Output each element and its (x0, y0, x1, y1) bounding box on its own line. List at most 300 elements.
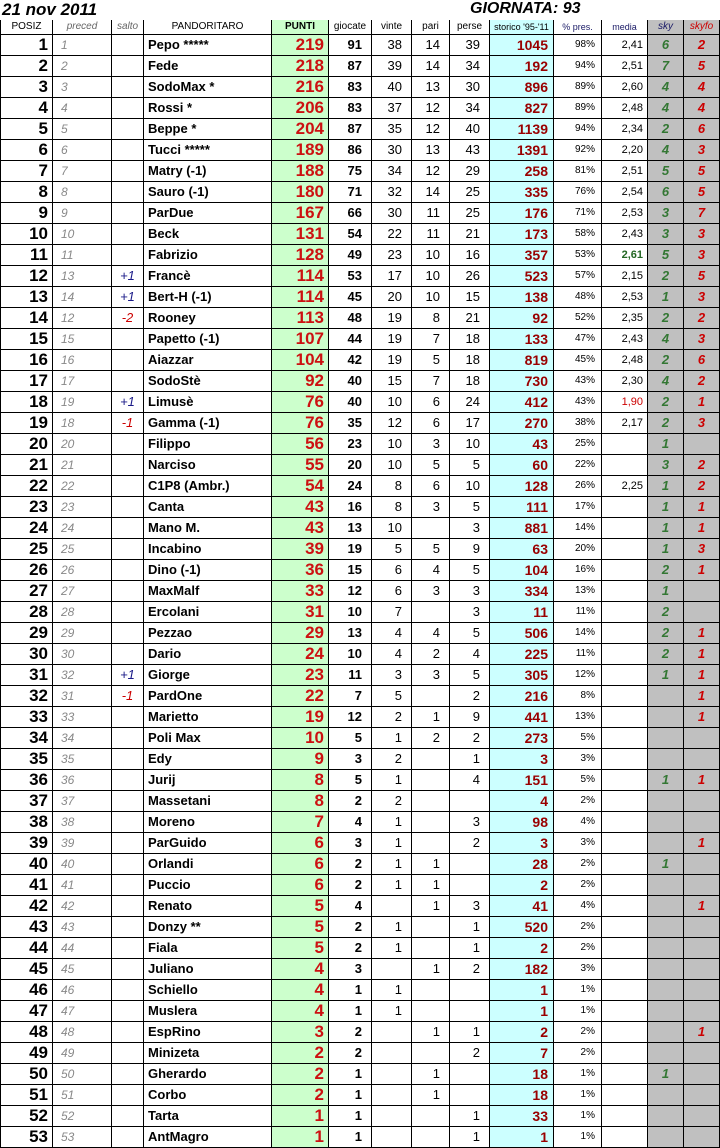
losses-cell: 5 (450, 622, 490, 643)
position-cell: 45 (1, 958, 53, 979)
games-played-cell: 45 (329, 286, 372, 307)
presence-cell: 11% (554, 643, 602, 664)
historical-cell: 827 (490, 97, 554, 118)
average-cell: 2,53 (602, 286, 648, 307)
sky-cell (648, 979, 684, 1000)
historical-cell: 506 (490, 622, 554, 643)
jump-cell (112, 118, 144, 139)
table-row (1, 643, 720, 664)
standings-table (0, 20, 720, 1148)
historical-cell: 128 (490, 475, 554, 496)
historical-cell: 28 (490, 853, 554, 874)
sky-cell (648, 748, 684, 769)
previous-position-cell: 50 (53, 1063, 112, 1084)
sky-cell (648, 916, 684, 937)
points-cell: 19 (272, 706, 329, 727)
historical-cell: 11 (490, 601, 554, 622)
table-row (1, 55, 720, 76)
table-row (1, 97, 720, 118)
previous-position-cell: 10 (53, 223, 112, 244)
table-row (1, 769, 720, 790)
player-name-cell: Dino (-1) (144, 559, 272, 580)
position-cell: 48 (1, 1021, 53, 1042)
wins-cell: 3 (372, 664, 412, 685)
games-played-cell: 42 (329, 349, 372, 370)
average-cell: 2,61 (602, 244, 648, 265)
sky-cell: 3 (648, 202, 684, 223)
draws-cell: 1 (412, 853, 450, 874)
presence-cell: 38% (554, 412, 602, 433)
draws-cell: 10 (412, 265, 450, 286)
previous-position-cell: 39 (53, 832, 112, 853)
jump-cell (112, 727, 144, 748)
jump-cell (112, 811, 144, 832)
draws-cell: 8 (412, 307, 450, 328)
wins-cell: 8 (372, 475, 412, 496)
points-cell: 10 (272, 727, 329, 748)
previous-position-cell: 29 (53, 622, 112, 643)
historical-cell: 151 (490, 769, 554, 790)
player-name-cell: Marietto (144, 706, 272, 727)
historical-cell: 819 (490, 349, 554, 370)
points-cell: 4 (272, 979, 329, 1000)
jump-cell (112, 34, 144, 55)
skyfo-cell: 5 (684, 55, 720, 76)
historical-cell: 523 (490, 265, 554, 286)
games-played-cell: 2 (329, 916, 372, 937)
jump-cell (112, 454, 144, 475)
table-row (1, 1000, 720, 1021)
skyfo-cell (684, 1000, 720, 1021)
average-cell: 2,25 (602, 475, 648, 496)
sky-cell (648, 958, 684, 979)
position-cell: 52 (1, 1105, 53, 1126)
sky-cell: 4 (648, 328, 684, 349)
average-cell (602, 643, 648, 664)
losses-cell: 29 (450, 160, 490, 181)
historical-cell: 1 (490, 1126, 554, 1147)
wins-cell: 22 (372, 223, 412, 244)
col-perse: perse (450, 20, 490, 34)
skyfo-cell (684, 1084, 720, 1105)
position-cell: 14 (1, 307, 53, 328)
previous-position-cell: 45 (53, 958, 112, 979)
points-cell: 24 (272, 643, 329, 664)
presence-cell: 17% (554, 496, 602, 517)
draws-cell: 14 (412, 55, 450, 76)
previous-position-cell: 37 (53, 790, 112, 811)
average-cell: 2,15 (602, 265, 648, 286)
historical-cell: 881 (490, 517, 554, 538)
draws-cell: 6 (412, 391, 450, 412)
skyfo-cell (684, 580, 720, 601)
draws-cell (412, 790, 450, 811)
losses-cell: 3 (450, 601, 490, 622)
points-cell: 4 (272, 1000, 329, 1021)
sky-cell: 2 (648, 622, 684, 643)
skyfo-cell: 2 (684, 475, 720, 496)
player-name-cell: Tarta (144, 1105, 272, 1126)
average-cell (602, 937, 648, 958)
average-cell: 2,41 (602, 34, 648, 55)
presence-cell: 1% (554, 979, 602, 1000)
draws-cell: 11 (412, 202, 450, 223)
player-name-cell: MaxMalf (144, 580, 272, 601)
presence-cell: 89% (554, 76, 602, 97)
previous-position-cell: 1 (53, 34, 112, 55)
col-giocate: giocate (329, 20, 372, 34)
wins-cell: 2 (372, 748, 412, 769)
points-cell: 8 (272, 790, 329, 811)
skyfo-cell: 1 (684, 496, 720, 517)
points-cell: 114 (272, 286, 329, 307)
presence-cell: 11% (554, 601, 602, 622)
losses-cell: 15 (450, 286, 490, 307)
table-row (1, 202, 720, 223)
historical-cell: 1391 (490, 139, 554, 160)
jump-cell (112, 55, 144, 76)
games-played-cell: 11 (329, 664, 372, 685)
position-cell: 53 (1, 1126, 53, 1147)
col-preced: preced (53, 20, 112, 34)
skyfo-cell: 1 (684, 685, 720, 706)
draws-cell: 14 (412, 181, 450, 202)
draws-cell: 4 (412, 622, 450, 643)
table-row (1, 412, 720, 433)
table-row (1, 475, 720, 496)
player-name-cell: Minizeta (144, 1042, 272, 1063)
skyfo-cell: 3 (684, 412, 720, 433)
table-row (1, 1105, 720, 1126)
draws-cell: 1 (412, 874, 450, 895)
wins-cell (372, 1042, 412, 1063)
wins-cell: 19 (372, 328, 412, 349)
player-name-cell: Aiazzar (144, 349, 272, 370)
draws-cell: 7 (412, 328, 450, 349)
sky-cell: 2 (648, 391, 684, 412)
previous-position-cell: 18 (53, 412, 112, 433)
player-name-cell: Papetto (-1) (144, 328, 272, 349)
games-played-cell: 3 (329, 958, 372, 979)
table-row (1, 601, 720, 622)
wins-cell: 35 (372, 118, 412, 139)
draws-cell: 1 (412, 1021, 450, 1042)
points-cell: 188 (272, 160, 329, 181)
losses-cell: 9 (450, 706, 490, 727)
col-skyfo: skyfo (684, 20, 720, 34)
skyfo-cell (684, 727, 720, 748)
draws-cell: 1 (412, 706, 450, 727)
average-cell (602, 811, 648, 832)
draws-cell: 1 (412, 958, 450, 979)
presence-cell: 48% (554, 286, 602, 307)
sky-cell: 6 (648, 34, 684, 55)
draws-cell: 6 (412, 412, 450, 433)
player-name-cell: Juliano (144, 958, 272, 979)
skyfo-cell: 1 (684, 517, 720, 538)
sky-cell: 7 (648, 55, 684, 76)
points-cell: 76 (272, 412, 329, 433)
points-cell: 92 (272, 370, 329, 391)
games-played-cell: 2 (329, 874, 372, 895)
jump-cell (112, 1126, 144, 1147)
skyfo-cell (684, 790, 720, 811)
position-cell: 25 (1, 538, 53, 559)
sky-cell (648, 727, 684, 748)
wins-cell: 4 (372, 622, 412, 643)
presence-cell: 2% (554, 790, 602, 811)
position-cell: 28 (1, 601, 53, 622)
previous-position-cell: 46 (53, 979, 112, 1000)
draws-cell (412, 1126, 450, 1147)
presence-cell: 8% (554, 685, 602, 706)
draws-cell: 12 (412, 118, 450, 139)
games-played-cell: 48 (329, 307, 372, 328)
jump-cell (112, 937, 144, 958)
position-cell: 11 (1, 244, 53, 265)
historical-cell: 896 (490, 76, 554, 97)
wins-cell: 1 (372, 811, 412, 832)
wins-cell: 6 (372, 559, 412, 580)
average-cell (602, 685, 648, 706)
sky-cell (648, 895, 684, 916)
jump-cell (112, 769, 144, 790)
wins-cell: 6 (372, 580, 412, 601)
skyfo-cell: 2 (684, 370, 720, 391)
previous-position-cell: 36 (53, 769, 112, 790)
position-cell: 39 (1, 832, 53, 853)
jump-cell (112, 244, 144, 265)
losses-cell: 1 (450, 1105, 490, 1126)
sky-cell (648, 1084, 684, 1105)
skyfo-cell (684, 916, 720, 937)
skyfo-cell: 3 (684, 139, 720, 160)
skyfo-cell: 1 (684, 559, 720, 580)
jump-cell (112, 223, 144, 244)
player-name-cell: Rooney (144, 307, 272, 328)
points-cell: 1 (272, 1105, 329, 1126)
jump-cell (112, 643, 144, 664)
previous-position-cell: 43 (53, 916, 112, 937)
average-cell (602, 1000, 648, 1021)
games-played-cell: 1 (329, 979, 372, 1000)
presence-cell: 22% (554, 454, 602, 475)
average-cell (602, 706, 648, 727)
games-played-cell: 24 (329, 475, 372, 496)
previous-position-cell: 11 (53, 244, 112, 265)
sky-cell (648, 811, 684, 832)
sky-cell: 2 (648, 412, 684, 433)
previous-position-cell: 8 (53, 181, 112, 202)
player-name-cell: Schiello (144, 979, 272, 1000)
average-cell: 2,20 (602, 139, 648, 160)
draws-cell (412, 1105, 450, 1126)
sky-cell (648, 1000, 684, 1021)
points-cell: 219 (272, 34, 329, 55)
points-cell: 23 (272, 664, 329, 685)
average-cell: 2,60 (602, 76, 648, 97)
losses-cell: 39 (450, 34, 490, 55)
wins-cell (372, 1105, 412, 1126)
losses-cell: 2 (450, 1042, 490, 1063)
games-played-cell: 2 (329, 1042, 372, 1063)
average-cell: 2,30 (602, 370, 648, 391)
player-name-cell: Incabino (144, 538, 272, 559)
average-cell: 2,43 (602, 223, 648, 244)
historical-cell: 225 (490, 643, 554, 664)
previous-position-cell: 44 (53, 937, 112, 958)
skyfo-cell: 7 (684, 202, 720, 223)
skyfo-cell (684, 811, 720, 832)
games-played-cell: 5 (329, 727, 372, 748)
games-played-cell: 86 (329, 139, 372, 160)
player-name-cell: SodoStè (144, 370, 272, 391)
wins-cell: 12 (372, 412, 412, 433)
wins-cell (372, 895, 412, 916)
sky-cell: 3 (648, 223, 684, 244)
position-cell: 2 (1, 55, 53, 76)
previous-position-cell: 40 (53, 853, 112, 874)
points-cell: 114 (272, 265, 329, 286)
jump-cell (112, 601, 144, 622)
title-row (0, 0, 709, 20)
points-cell: 204 (272, 118, 329, 139)
wins-cell: 19 (372, 349, 412, 370)
historical-cell: 173 (490, 223, 554, 244)
wins-cell: 10 (372, 391, 412, 412)
player-name-cell: Limusè (144, 391, 272, 412)
jump-cell (112, 580, 144, 601)
games-played-cell: 2 (329, 790, 372, 811)
jump-cell (112, 76, 144, 97)
position-cell: 21 (1, 454, 53, 475)
points-cell: 2 (272, 1042, 329, 1063)
table-row (1, 748, 720, 769)
points-cell: 2 (272, 1084, 329, 1105)
average-cell (602, 454, 648, 475)
points-cell: 6 (272, 874, 329, 895)
jump-cell (112, 496, 144, 517)
position-cell: 34 (1, 727, 53, 748)
skyfo-cell (684, 853, 720, 874)
table-row (1, 328, 720, 349)
games-played-cell: 12 (329, 580, 372, 601)
average-cell (602, 748, 648, 769)
losses-cell (450, 853, 490, 874)
jump-cell (112, 1021, 144, 1042)
wins-cell: 20 (372, 286, 412, 307)
wins-cell: 32 (372, 181, 412, 202)
games-played-cell: 87 (329, 55, 372, 76)
draws-cell (412, 937, 450, 958)
table-row (1, 790, 720, 811)
previous-position-cell: 3 (53, 76, 112, 97)
col-media: media (602, 20, 648, 34)
table-row (1, 895, 720, 916)
jump-cell: +1 (112, 391, 144, 412)
draws-cell (412, 979, 450, 1000)
skyfo-cell: 4 (684, 76, 720, 97)
historical-cell: 2 (490, 874, 554, 895)
jump-cell: +1 (112, 265, 144, 286)
losses-cell: 26 (450, 265, 490, 286)
draws-cell: 12 (412, 97, 450, 118)
previous-position-cell: 16 (53, 349, 112, 370)
games-played-cell: 3 (329, 748, 372, 769)
average-cell (602, 958, 648, 979)
draws-cell (412, 748, 450, 769)
player-name-cell: Sauro (-1) (144, 181, 272, 202)
points-cell: 36 (272, 559, 329, 580)
skyfo-cell: 1 (684, 895, 720, 916)
player-name-cell: Beck (144, 223, 272, 244)
games-played-cell: 1 (329, 1084, 372, 1105)
historical-cell: 270 (490, 412, 554, 433)
historical-cell: 258 (490, 160, 554, 181)
games-played-cell: 75 (329, 160, 372, 181)
games-played-cell: 66 (329, 202, 372, 223)
presence-cell: 4% (554, 895, 602, 916)
wins-cell: 15 (372, 370, 412, 391)
points-cell: 4 (272, 958, 329, 979)
position-cell: 50 (1, 1063, 53, 1084)
table-row (1, 370, 720, 391)
previous-position-cell: 35 (53, 748, 112, 769)
player-name-cell: Gamma (-1) (144, 412, 272, 433)
draws-cell: 5 (412, 349, 450, 370)
skyfo-cell (684, 748, 720, 769)
losses-cell: 18 (450, 349, 490, 370)
previous-position-cell: 12 (53, 307, 112, 328)
player-name-cell: Pezzao (144, 622, 272, 643)
losses-cell: 1 (450, 1126, 490, 1147)
points-cell: 3 (272, 1021, 329, 1042)
draws-cell (412, 1042, 450, 1063)
skyfo-cell (684, 1126, 720, 1147)
position-cell: 36 (1, 769, 53, 790)
player-name-cell: Renato (144, 895, 272, 916)
previous-position-cell: 38 (53, 811, 112, 832)
wins-cell: 30 (372, 139, 412, 160)
historical-cell: 3 (490, 748, 554, 769)
draws-cell: 6 (412, 475, 450, 496)
position-cell: 4 (1, 97, 53, 118)
previous-position-cell: 22 (53, 475, 112, 496)
skyfo-cell: 6 (684, 118, 720, 139)
player-name-cell: ParDue (144, 202, 272, 223)
position-cell: 6 (1, 139, 53, 160)
player-name-cell: SodoMax * (144, 76, 272, 97)
presence-cell: 14% (554, 517, 602, 538)
wins-cell: 5 (372, 538, 412, 559)
historical-cell: 18 (490, 1084, 554, 1105)
games-played-cell: 1 (329, 1105, 372, 1126)
previous-position-cell: 14 (53, 286, 112, 307)
player-name-cell: Poli Max (144, 727, 272, 748)
average-cell (602, 979, 648, 1000)
col-punti: PUNTI (272, 20, 329, 34)
jump-cell (112, 517, 144, 538)
losses-cell: 3 (450, 895, 490, 916)
player-name-cell: Muslera (144, 1000, 272, 1021)
standings-body (1, 34, 720, 1147)
jump-cell (112, 349, 144, 370)
games-played-cell: 16 (329, 496, 372, 517)
wins-cell: 1 (372, 769, 412, 790)
losses-cell (450, 874, 490, 895)
col-pandoritaro: PANDORITARO (144, 20, 272, 34)
historical-cell: 138 (490, 286, 554, 307)
